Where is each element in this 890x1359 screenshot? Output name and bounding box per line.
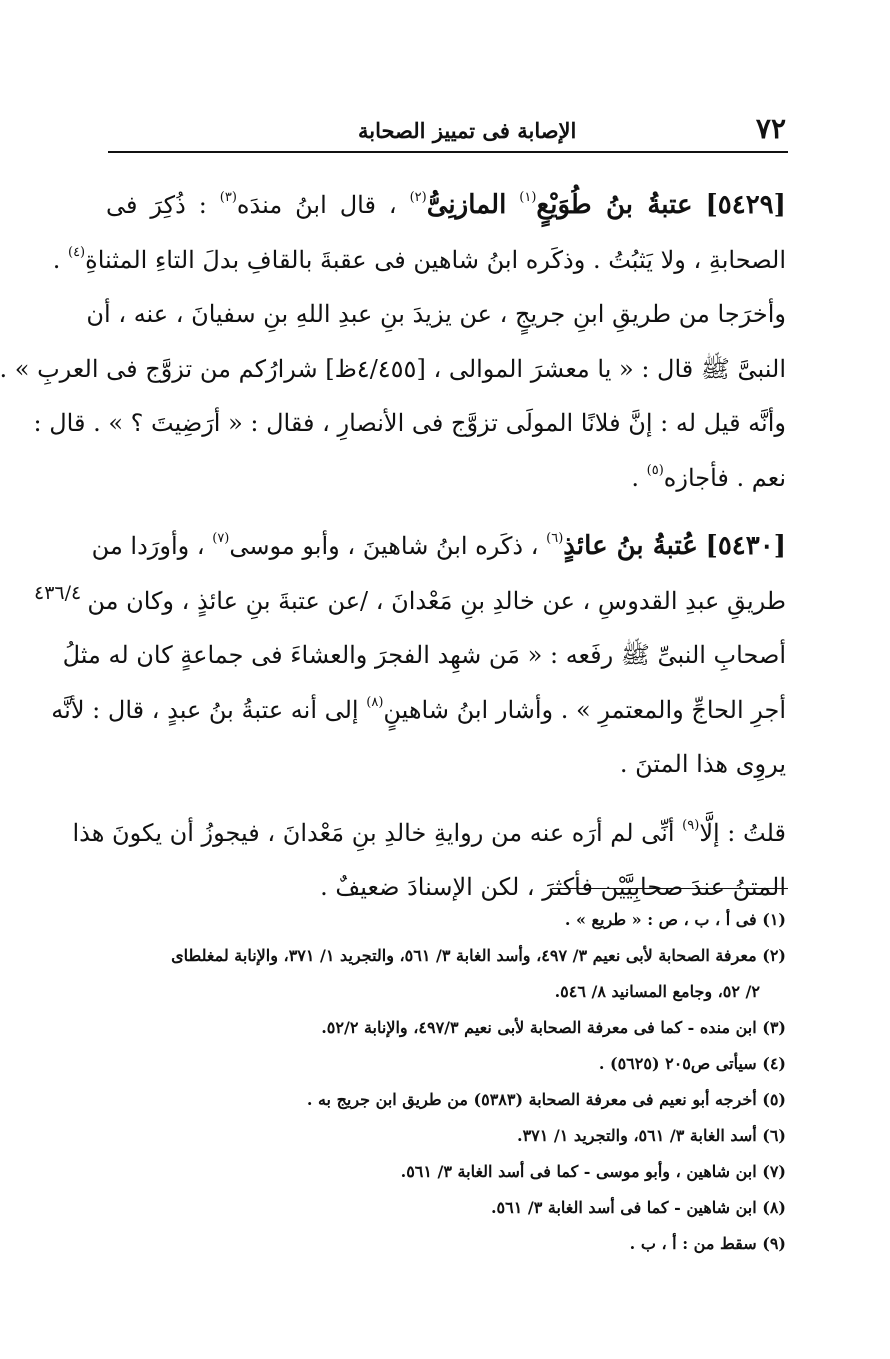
entry-nisba: المازنِىُّ [426,190,507,220]
book-title: الإصابة فى تمييز الصحابة [358,118,577,143]
text-run: إلى أنه عتبةُ بنُ عبدٍ ، قال : لأنَّه [51,695,359,724]
footnote-ref: (٥) [646,462,664,478]
running-header [108,112,788,152]
text-line [52,233,786,288]
text-line [106,451,786,506]
entry-name: عتبةُ بنُ طُوَيْعٍ [536,190,693,220]
footnote: (٩) سقط من : أ ، ب . [629,1234,786,1253]
text-line: يروِى هذا المتنَ . [619,750,786,778]
footnote-ref: (٢) [409,190,427,205]
footnote: (٧) ابن شاهين ، وأبو موسى - كما فى أسد الغابة ٣/ ٥٦١. [400,1162,786,1181]
text-line: النبىَّ ﷺ قال : « يا معشرَ الموالى ، [٤/٤٥٥ظ] شرارُكم من تزوَّج فى العربِ » . [0,354,786,383]
footnote: (٥) أخرجه أبو نعيم فى معرفة الصحابة (٥٣٨٣) من طريق ابن جريج به . [306,1090,786,1109]
text-line: أصحابِ النبىِّ ﷺ رفَعه : « مَن شهِد الفجرَ والعشاءَ فى جماعةٍ كان له مثلُ [62,641,786,669]
entry-5430-line-1 [91,519,786,574]
footnote-continuation: ٢/ ٥٢، وجامع المسانيد ٨/ ٥٤٦. [554,982,760,1001]
text-run: أنِّى لم أرَه عنه من روايةِ خالدِ بنِ مَعْدانَ ، فيجوزُ أن يكونَ هذا [72,818,675,847]
text-line: المتنُ عندَ صحابِيَّيْن فأكثرَ ، لكن الإسنادَ ضعيفٌ . [320,873,786,901]
footnote-ref: (٣) [219,190,237,205]
footnote-ref: (٧) [212,531,230,546]
entry-number: [٥٤٢٩] [705,190,786,220]
footnote-ref: (٤) [67,244,86,260]
footnote: (٣) ابن منده - كما فى معرفة الصحابة لأبى نعيم ٤٩٧/٣، والإنابة ٥٢/٢. [321,1018,786,1037]
footnote: (٨) ابن شاهين - كما فى أسد الغابة ٣/ ٥٦١. [490,1198,786,1217]
footnote-separator [552,888,788,889]
text-run: : ذُكِرَ فى [106,191,207,219]
page-number: ٧٢ [755,112,786,145]
footnote: (٦) أسد الغابة ٣/ ٥٦١، والتجريد ١/ ٣٧١. [516,1126,786,1145]
footnote-ref: (١) [519,190,537,205]
footnote: (١) فى أ ، ب ، ص : « طريع » . [564,910,786,929]
text-run: ، ذكَره ابنُ شاهينَ ، وأبو موسى [229,532,539,560]
footnote-ref: (٦) [546,531,564,546]
text-run: . [52,245,61,274]
text-run: نعم . فأجازه [663,463,786,492]
text-run: أجرِ الحاجِّ والمعتمرِ » . وأشار ابنُ شاهينٍ [383,695,786,724]
text-line [51,683,786,738]
entry-name: عُتبةُ بنُ عائذٍ [563,531,698,561]
text-run: ، قال ابنُ مندَه [236,191,397,219]
text-run: الصحابةِ ، ولا يَثبُتُ . وذكَره ابنُ شاهين فى عقبةَ بالقافِ بدلَ التاءِ المثناةِ [85,245,786,274]
footnotes [106,902,786,1262]
text-line: طريقِ عبدِ القدوسِ ، عن خالدِ بنِ مَعْدانَ ، /عن عتبةَ بنِ عائذٍ ، وكان من [87,586,786,615]
footnote: (٢) معرفة الصحابة لأبى نعيم ٣/ ٤٩٧، وأسد الغابة ٣/ ٥٦١، والتجريد ١/ ٣٧١، والإنابة لمغلطاى [171,946,786,965]
footnote-ref: (٨) [366,694,384,710]
text-run: . [631,463,639,492]
text-line: وأخرَجا من طريقِ ابنِ جريجٍ ، عن يزيدَ بنِ عبدِ اللهِ بنِ سفيانَ ، عنه ، أن [86,300,786,328]
entry-number: [٥٤٣٠] [705,531,786,561]
header-rule [108,151,788,153]
editor-note-line [72,806,786,861]
footnote-ref: (٩) [682,817,700,833]
text-run: ، وأورَدا من [91,532,205,560]
text-line: وأنَّه قيل له : إنَّ فلانًا المولَى تزوَّج فى الأنصارِ ، فقال : « أرَضِيتَ ؟ » . قال : [33,409,786,437]
text-run: قلتُ : إلَّا [699,818,786,847]
margin-volume-page-reference: ٤٣٦/٤ [34,582,82,604]
footnote: (٤) سيأتى ص٢٠٥ (٥٦٢٥) . [598,1054,786,1073]
entry-5429-line-1 [106,178,786,233]
